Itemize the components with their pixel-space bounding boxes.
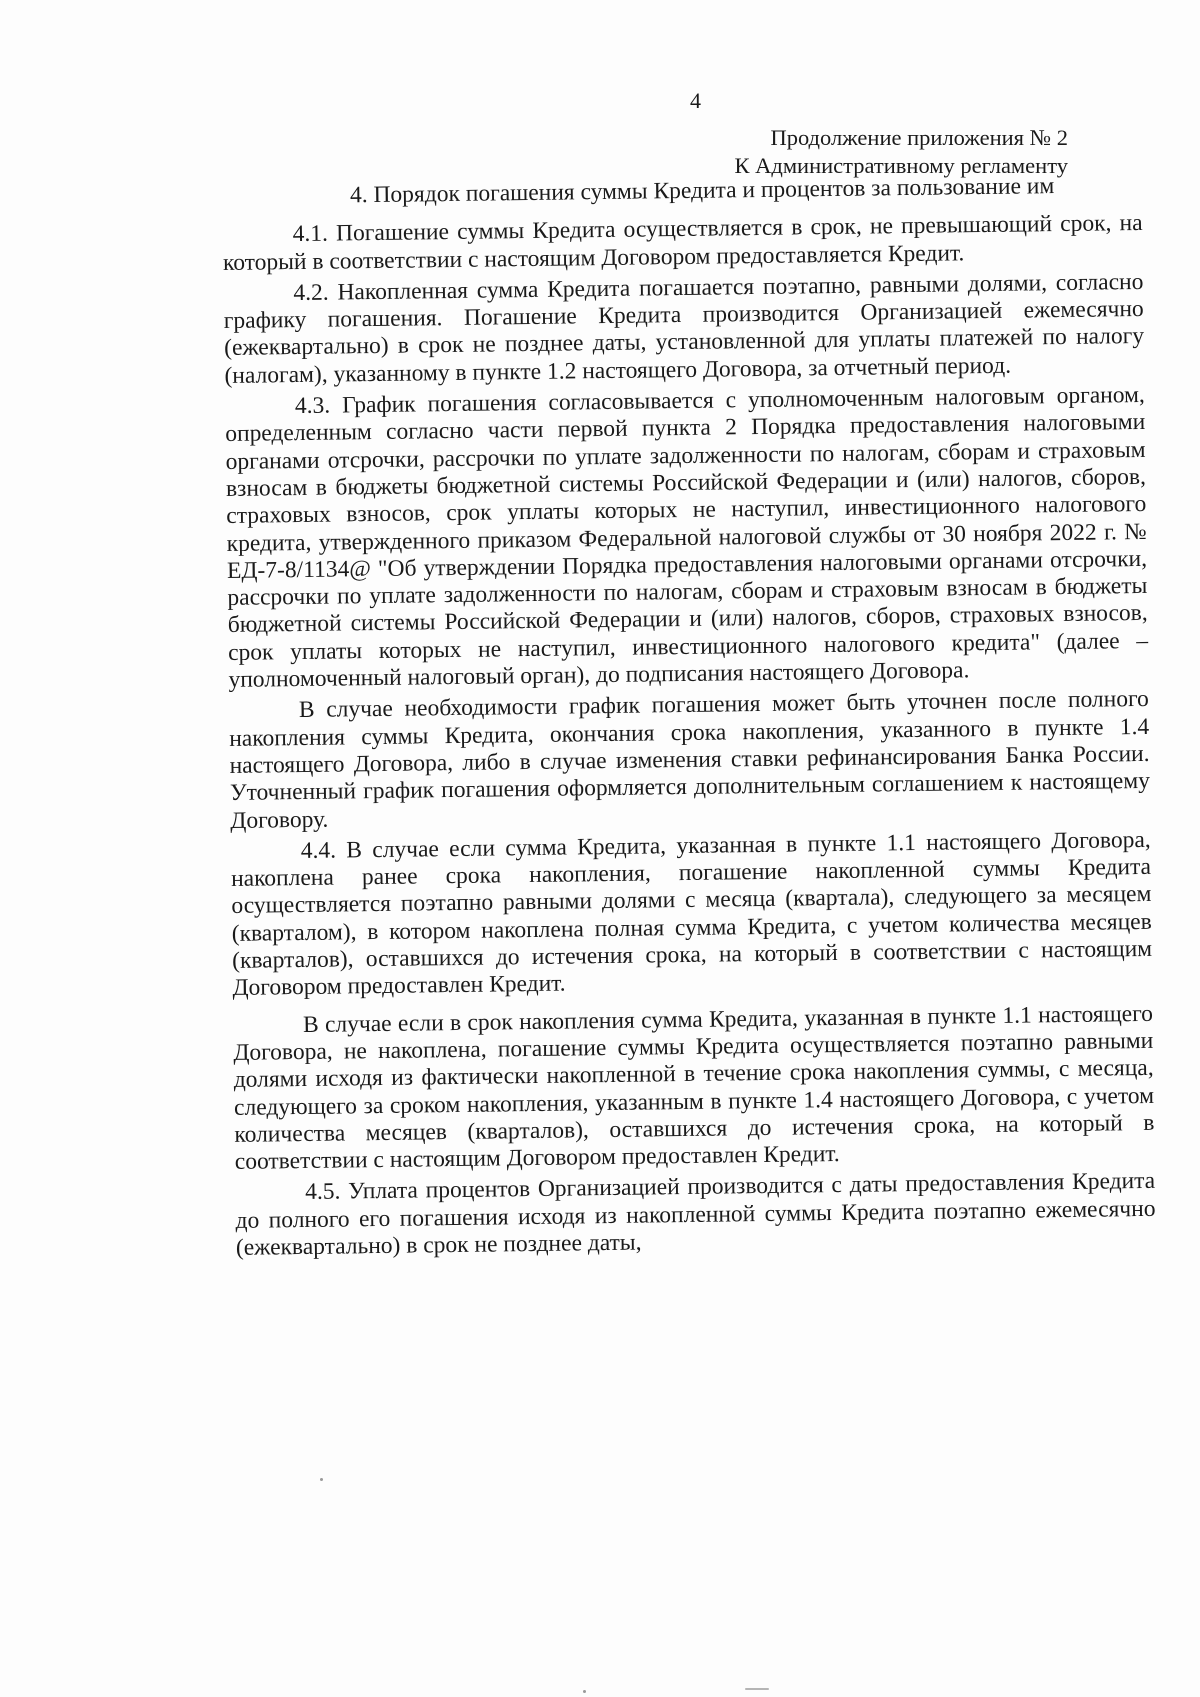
scan-speck <box>320 1478 323 1481</box>
paragraph-4-2: 4.2. Накопленная сумма Кредита погашается поэтапно, равными долями, согласно графику погашения. Погашение Кредита производится Организацией ежемесячно (ежеквартально) в срок не позднее даты, установленной для уплаты платежей по налогу (налогам), указанному в пункте 1.2 настоящего Договора, за отчетный период. <box>223 268 1145 389</box>
scan-smudge <box>745 1688 769 1690</box>
section-title: 4. Порядок погашения суммы Кредита и процентов за пользование им <box>349 173 1055 209</box>
scan-speck <box>583 1690 586 1693</box>
paragraph-4-3: 4.3. График погашения согласовывается с уполномоченным налоговым органом, определенным согласно части первой пункта 2 Порядка предоставления налоговыми органами отсрочки, рассрочки по уплате задолженности по налогам, сборам и страховым взносам в бюджеты бюджетной системы Российской Федерации и (или) налогов, сборов, страховых взносов, срок уплаты которых не наступил, инвестиционного налогового кредита, утвержденного приказом Федеральной налоговой службы от 30 ноября 2022 г. № ЕД-7-8/1134@ "Об утверждении Порядка предоставления налоговыми органами отсрочки, рассрочки по уплате задолженности по налогам, сборам и страховым взносам в бюджеты бюджетной системы Российской Федерации и (или) налогов, сборов, страховых взносов, срок уплаты которых не наступил, инвестиционного налогового кредита" (далее – уполномоченный налоговый орган), до подписания настоящего Договора. <box>225 382 1149 694</box>
paragraph-4-3-clarification: В случае необходимости график погашения может быть уточнен после полного накопления суммы Кредита, окончания срока накопления, указанного в пункте 1.4 настоящего Договора, либо в случае изменения ставки рефинансирования Банка России. Уточненный график погашения оформляется дополнительным соглашением к настоящему Договору. <box>229 686 1151 834</box>
paragraph-4-1: 4.1. Погашение суммы Кредита осуществляется в срок, не превышающий срок, на который в соответствии с настоящим Договором предоставляется Кредит. <box>222 210 1143 276</box>
appendix-header <box>734 124 1068 180</box>
page-number: 4 <box>690 88 701 113</box>
appendix-line-1: Продолжение приложения № 2 <box>770 125 1068 150</box>
paragraph-4-5: 4.5. Уплата процентов Организацией производится с даты предоставления Кредита до полного его погашения исходя из накопленной суммы Кредита поэтапно ежемесячно (ежеквартально) в срок не позднее даты, <box>235 1168 1156 1261</box>
paragraph-4-4: 4.4. В случае если сумма Кредита, указанная в пункте 1.1 настоящего Договора, накоплена ранее срока накопления, погашение накопленной суммы Кредита осуществляется поэтапно равными долями с месяца (квартала), следующего за месяцем (кварталом), в котором накоплена полная сумма Кредита, с учетом количества месяцев (кварталов), оставшихся до истечения срока, на который в соответствии с настоящим Договором предоставлен Кредит. <box>230 826 1153 1002</box>
paragraph-4-4-not-accumulated: В случае если в срок накопления сумма Кредита, указанная в пункте 1.1 настоящего Договора, не накоплена, погашение суммы Кредита осуществляется поэтапно равными долями исходя из фактически накопленной в течение срока накопления суммы, с месяца, следующего за сроком накопления, указанным в пункте 1.4 настоящего Договора, с учетом количества месяцев (кварталов), оставшихся до истечения срока, на который в соответствии с настоящим Договором предоставлен Кредит. <box>233 1000 1155 1176</box>
document-body <box>222 172 1156 1266</box>
appendix-line-2: К Административному регламенту <box>734 153 1068 178</box>
